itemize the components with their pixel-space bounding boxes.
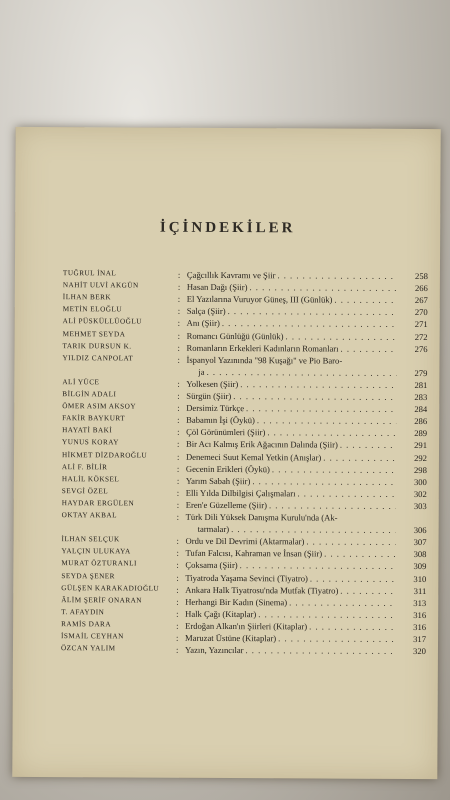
toc-author: ÖZCAN YALIM xyxy=(60,644,116,653)
toc-title-text: Hasan Dağı (Şiir) xyxy=(186,281,248,293)
toc-separator: : xyxy=(176,511,180,522)
toc-title xyxy=(187,270,397,281)
toc-separator: : xyxy=(176,572,179,583)
toc-author: İSMAİL CEYHAN xyxy=(61,632,124,641)
toc-title xyxy=(187,294,397,305)
toc-title xyxy=(187,330,397,341)
toc-page-number: 270 xyxy=(414,307,428,318)
toc-title-text: Çöl Görünümleri (Şiir) xyxy=(186,427,266,438)
toc-title xyxy=(185,572,395,583)
toc-author: RAMİS DARA xyxy=(61,620,112,629)
toc-leader-dots xyxy=(207,367,397,378)
toc-author: SEYDA ŞENER xyxy=(61,571,116,580)
toc-title xyxy=(186,379,396,390)
toc-title-text: Erdoğan Alkan'ın Şiirleri (Kitaplar) xyxy=(185,620,308,632)
toc-leader-dots xyxy=(252,476,396,487)
toc-author: HİKMET DİZDAROĞLU xyxy=(61,450,148,460)
toc-title xyxy=(185,596,395,607)
toc-separator: : xyxy=(177,414,180,425)
toc-author: İLHAN SELÇUK xyxy=(61,535,120,544)
toc-leader-dots xyxy=(222,318,397,329)
toc-separator: : xyxy=(175,644,179,655)
toc-leader-dots xyxy=(267,428,396,439)
toc-page-number: 286 xyxy=(414,416,428,427)
toc-leader-dots xyxy=(240,560,396,571)
toc-separator: : xyxy=(176,535,179,546)
toc-leader-dots xyxy=(323,452,396,462)
toc-separator: : xyxy=(177,330,181,341)
toc-author: ALİ F. BİLİR xyxy=(61,462,108,471)
toc-leader-dots xyxy=(310,573,396,583)
toc-title-text: Babamın İşi (Öykü) xyxy=(186,414,255,426)
toc-page-number: 306 xyxy=(413,525,427,536)
toc-leader-dots xyxy=(269,500,396,511)
toc-separator: : xyxy=(176,463,180,474)
toc-author: MEHMET SEYDA xyxy=(62,329,126,338)
toc-title xyxy=(198,367,396,378)
toc-page-number: 289 xyxy=(414,428,428,439)
toc-separator: : xyxy=(176,548,179,559)
toc-title xyxy=(185,560,395,571)
toc-page-number: 291 xyxy=(414,440,428,451)
toc-page-number: 320 xyxy=(413,646,426,657)
toc-author: YALÇIN ULUKAYA xyxy=(61,547,131,556)
toc-title-text: Dersimiz Türkçe xyxy=(186,402,245,414)
toc-entry xyxy=(13,644,438,658)
toc-separator: : xyxy=(177,390,180,401)
toc-title-text: tarmalar) xyxy=(197,523,230,535)
toc-separator: : xyxy=(176,499,180,510)
toc-separator: : xyxy=(176,451,180,462)
toc-title-text: Ankara Halk Tiyatrosu'nda Mutfak (Tiyatro) xyxy=(185,584,339,596)
toc-leader-dots xyxy=(341,343,397,353)
toc-title-text: Yolkesen (Şiir) xyxy=(186,378,239,389)
toc-title xyxy=(186,415,396,426)
toc-author: YILDIZ CANPOLAT xyxy=(62,353,134,363)
toc-title xyxy=(186,536,396,547)
toc-leader-dots xyxy=(246,403,396,414)
toc-title-text: Tufan Falcısı, Kahraman ve İnsan (Şiir) xyxy=(185,548,323,559)
toc-author: İLHAN BERK xyxy=(62,293,112,302)
toc-leader-dots xyxy=(286,331,397,342)
toc-title xyxy=(185,621,395,632)
toc-title-text: Romanların Erkekleri Kadınların Romanları xyxy=(186,342,339,354)
toc-author: T. AFAYDIN xyxy=(61,607,105,617)
toc-leader-dots xyxy=(246,645,395,656)
toc-title xyxy=(187,342,397,353)
toc-separator: : xyxy=(177,281,181,292)
toc-author: ALİ PÜSKÜLLÜOĞLU xyxy=(62,317,142,326)
toc-author: ALİ YÜCE xyxy=(62,378,100,387)
page-title: İÇİNDEKİLER xyxy=(159,219,296,237)
toc-author: FAKİR BAYKURT xyxy=(62,414,126,423)
toc-separator: : xyxy=(176,560,179,571)
toc-title xyxy=(186,488,396,499)
toc-title xyxy=(187,282,397,293)
toc-leader-dots xyxy=(309,621,395,631)
toc-title-text: Romancı Günlüğü (Günlük) xyxy=(186,330,284,341)
toc-leader-dots xyxy=(324,549,395,559)
toc-page-number: 266 xyxy=(414,283,428,294)
toc-title-text: Denemeci Suut Kemal Yetkin (Anışlar) xyxy=(185,451,322,462)
table-of-contents xyxy=(15,269,440,657)
toc-page-number: 309 xyxy=(413,561,427,572)
toc-author: HAYDAR ERGÜLEN xyxy=(61,499,135,508)
toc-author: NAHİT ULVİ AKGÜN xyxy=(62,281,139,290)
toc-title-text: Bir Acı Kalmış Erik Ağacının Dalında (Şiir) xyxy=(186,439,338,450)
toc-title-text: Yazın, Yazıncılar xyxy=(184,644,244,656)
toc-separator: : xyxy=(176,584,179,595)
toc-title xyxy=(185,633,395,644)
toc-separator: : xyxy=(177,318,181,329)
toc-title-text: Gecenin Erikleri (Öykü) xyxy=(185,463,270,474)
toc-page-number: 284 xyxy=(414,404,428,415)
toc-separator: : xyxy=(177,293,181,304)
toc-title xyxy=(187,306,397,317)
toc-separator: : xyxy=(177,354,180,365)
toc-title xyxy=(186,463,396,474)
toc-leader-dots xyxy=(277,270,397,281)
toc-separator: : xyxy=(177,378,180,389)
toc-page-number: 279 xyxy=(414,367,428,378)
toc-title xyxy=(185,609,395,620)
toc-page-number: 267 xyxy=(414,295,428,306)
toc-title-text: Ordu ve Dil Devrimi (Aktarmalar) xyxy=(185,535,305,547)
toc-author: BİLGİN ADALI xyxy=(62,390,117,399)
toc-leader-dots xyxy=(289,597,395,608)
toc-page-number: 316 xyxy=(413,621,427,632)
toc-title xyxy=(186,403,396,414)
toc-page-number: 302 xyxy=(413,488,427,499)
toc-leader-dots xyxy=(272,464,396,475)
toc-author: SEVGİ ÖZEL xyxy=(61,486,109,496)
toc-author: OKTAY AKBAL xyxy=(61,511,118,520)
toc-author: METİN ELOĞLU xyxy=(62,305,123,314)
toc-title-text: Elli Yılda Dilbilgisi Çalışmaları xyxy=(185,487,296,499)
toc-separator: : xyxy=(176,487,180,498)
toc-author: HALİL KÖKSEL xyxy=(61,474,120,484)
toc-title-text: Halk Çağı (Kitaplar) xyxy=(185,608,257,619)
toc-author: TUĞRUL İNAL xyxy=(62,269,117,278)
toc-page-number: 300 xyxy=(413,476,427,487)
toc-separator: : xyxy=(176,608,179,619)
toc-author: GÜLŞEN KARAKADIOĞLU xyxy=(61,583,160,593)
toc-title xyxy=(186,512,396,523)
toc-title-text: Çağcıllık Kavramı ve Şiir xyxy=(186,269,276,281)
toc-title xyxy=(186,475,396,486)
toc-title-text: Sürgün (Şiir) xyxy=(186,390,232,402)
toc-title xyxy=(185,584,395,595)
toc-title-text: Türk Dili Yüksek Danışma Kurulu'nda (Ak- xyxy=(185,511,338,523)
book-page xyxy=(12,127,440,779)
toc-separator: : xyxy=(176,632,179,643)
toc-leader-dots xyxy=(228,306,397,317)
toc-author: MURAT ÖZTURANLI xyxy=(61,559,137,568)
toc-separator: : xyxy=(177,269,181,280)
toc-page-number: 317 xyxy=(413,633,427,645)
toc-author: HAYATİ BAKİ xyxy=(62,426,113,435)
toc-page-number: 281 xyxy=(414,379,428,390)
toc-separator: : xyxy=(176,620,179,631)
toc-page-number: 311 xyxy=(413,585,427,596)
toc-page-number: 283 xyxy=(414,391,428,403)
toc-title-text: Anı (Şiir) xyxy=(186,318,220,329)
toc-page-number: 271 xyxy=(414,319,428,330)
toc-title xyxy=(186,451,396,462)
toc-title xyxy=(186,500,396,511)
toc-page-number: 316 xyxy=(413,609,427,620)
toc-leader-dots xyxy=(233,391,396,402)
toc-title xyxy=(186,391,396,402)
toc-page-number: 313 xyxy=(413,597,427,608)
toc-separator: : xyxy=(177,342,180,353)
toc-leader-dots xyxy=(334,295,396,305)
toc-separator: : xyxy=(177,439,180,450)
toc-leader-dots xyxy=(306,537,395,547)
toc-author: ÂLİM ŞERİF ONARAN xyxy=(61,595,143,605)
toc-title-text: Yarım Sabah (Şiir) xyxy=(185,475,251,486)
toc-page-number: 303 xyxy=(413,500,427,511)
toc-title xyxy=(187,318,397,329)
toc-title-text: Çoksama (Şiir) xyxy=(185,560,238,571)
toc-title-text: ja xyxy=(198,366,205,377)
toc-leader-dots xyxy=(257,415,396,426)
toc-title-text: El Yazılarına Vuruyor Güneş, III (Günlük) xyxy=(186,293,333,305)
toc-page-number: 276 xyxy=(414,343,428,354)
toc-title xyxy=(198,524,396,535)
toc-separator: : xyxy=(177,402,180,413)
toc-title xyxy=(185,548,395,559)
toc-title xyxy=(186,427,396,438)
toc-leader-dots xyxy=(249,282,396,293)
toc-leader-dots xyxy=(340,585,395,595)
toc-title-text: Herhangi Bir Kadın (Sinema) xyxy=(185,596,288,608)
toc-leader-dots xyxy=(340,440,396,450)
toc-title xyxy=(185,645,395,656)
toc-page-number: 308 xyxy=(413,549,427,560)
toc-separator: : xyxy=(177,427,180,438)
toc-title-text: Eren'e Güzelleme (Şiir) xyxy=(185,499,268,511)
toc-page-number: 298 xyxy=(413,464,427,475)
toc-author: YUNUS KORAY xyxy=(62,438,120,447)
toc-leader-dots xyxy=(258,609,395,620)
toc-separator: : xyxy=(176,596,179,607)
toc-separator: : xyxy=(176,475,180,486)
toc-leader-dots xyxy=(240,379,396,390)
toc-title-text: İspanyol Yazınında "98 Kuşağı" ve Pio Baro- xyxy=(186,354,343,366)
toc-page-number: 292 xyxy=(414,452,428,463)
toc-page-number: 310 xyxy=(413,573,427,584)
toc-title-text: Salça (Şiir) xyxy=(186,306,226,317)
toc-title xyxy=(186,354,396,365)
toc-page-number: 258 xyxy=(415,270,428,282)
toc-page-number: 307 xyxy=(413,537,427,548)
toc-separator: : xyxy=(177,306,181,317)
toc-leader-dots xyxy=(231,524,396,535)
toc-leader-dots xyxy=(278,633,395,644)
toc-leader-dots xyxy=(297,488,395,499)
toc-title-text: Maruzat Üstüne (Kitaplar) xyxy=(185,632,277,644)
toc-author: TARIK DURSUN K. xyxy=(62,341,132,351)
toc-page-number: 272 xyxy=(414,331,428,342)
toc-title xyxy=(186,439,396,450)
toc-author: ÖMER ASIM AKSOY xyxy=(62,402,137,411)
toc-title-text: Tiyatroda Yaşama Sevinci (Tiyatro) xyxy=(185,572,308,583)
